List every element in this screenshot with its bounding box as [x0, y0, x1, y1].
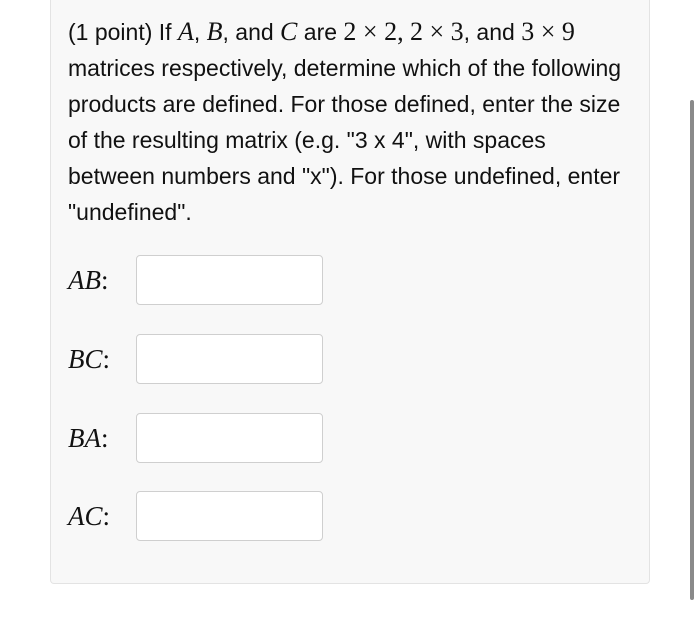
comma-text: ,	[397, 17, 404, 46]
answer-row-ac	[68, 490, 323, 542]
answer-row-ab	[68, 254, 323, 306]
label-text: BC	[68, 343, 103, 374]
label-text: BA	[68, 422, 101, 453]
and-text: , and	[463, 19, 515, 45]
problem-card	[50, 0, 650, 584]
if-text: If	[158, 19, 172, 45]
answer-label-bc	[68, 344, 136, 375]
points-label: (1 point)	[68, 19, 153, 45]
matrix-c-symbol: C	[280, 17, 298, 46]
answer-input-ab[interactable]	[136, 255, 323, 305]
are-text: are	[303, 19, 338, 45]
problem-statement	[68, 14, 628, 230]
label-colon: :	[102, 343, 111, 374]
answer-row-ba	[68, 412, 323, 464]
answer-label-ab	[68, 265, 136, 296]
problem-body: matrices respectively, determine which of the following products are defined. For those defined, enter the size of the resulting matrix (e.g. "3 x 4", with spaces between numbers and "x"). For those undefined, enter "undefined".	[68, 55, 622, 225]
matrix-b-symbol: B	[206, 17, 223, 46]
and-text: , and	[222, 19, 274, 45]
label-colon: :	[102, 500, 111, 531]
matrix-a-dimension: 2 × 2	[343, 17, 398, 46]
comma-text: ,	[193, 19, 201, 45]
answer-input-bc[interactable]	[136, 334, 323, 384]
answer-input-ba[interactable]	[136, 413, 323, 463]
page-scrollbar[interactable]	[690, 100, 694, 600]
label-text: AB	[68, 264, 101, 295]
label-colon: :	[101, 264, 109, 295]
label-colon: :	[101, 422, 109, 453]
matrix-c-dimension: 3 × 9	[521, 17, 575, 46]
matrix-a-symbol: A	[177, 17, 194, 46]
answer-label-ac	[68, 501, 136, 532]
label-text: AC	[68, 500, 103, 531]
answer-row-bc	[68, 333, 323, 385]
answer-input-ac[interactable]	[136, 491, 323, 541]
answer-label-ba	[68, 423, 136, 454]
matrix-b-dimension: 2 × 3	[409, 17, 464, 46]
